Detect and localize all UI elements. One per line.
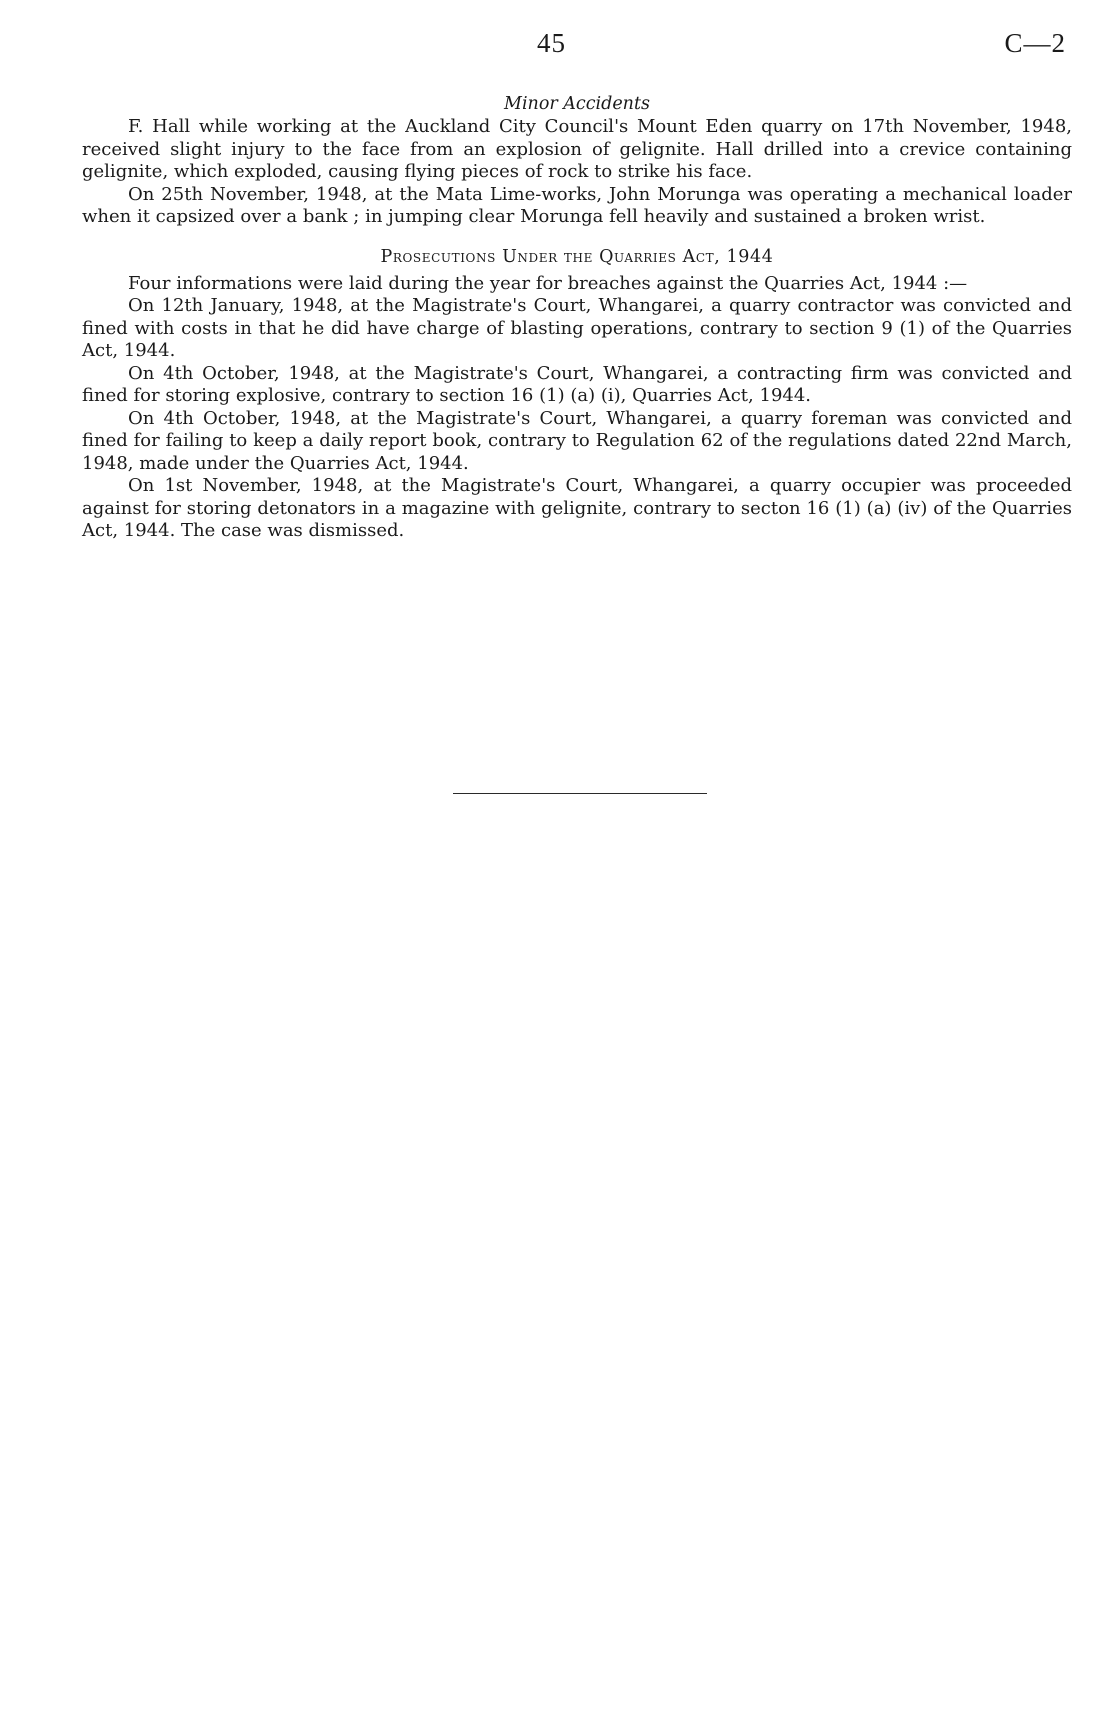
- accident-paragraph: On 25th November, 1948, at the Mata Lime-works, John Morunga was operating a mechanical loader when it capsized over a bank ; in jumping clear Morunga fell heavily and sustained a broken wrist.: [82, 183, 1072, 227]
- minor-accidents-section: [82, 92, 1072, 229]
- prosecutions-heading: Prosecutions Under the Quarries Act, 1944: [380, 246, 774, 267]
- closing-rule-divider: [453, 793, 707, 794]
- page-number: 45: [537, 28, 566, 58]
- accident-paragraph: F. Hall while working at the Auckland City Council's Mount Eden quarry on 17th November, 1948, received slight injury to the face from an explosion of gelignite. Hall drilled into a crevice containing gelignite, which exploded, causing flying pieces of rock to strike his face.: [82, 116, 1072, 182]
- prosecution-paragraph: On 12th January, 1948, at the Magistrate's Court, Whangarei, a quarry contractor was convicted and fined with costs in that he did have charge of blasting operations, contrary to section 9 (1) of the Quarries Act, 1944.: [82, 295, 1072, 361]
- page-content: [82, 92, 1072, 543]
- prosecution-paragraph: Four informations were laid during the year for breaches against the Quarries Act, 1944 :—: [128, 272, 968, 294]
- prosecutions-section: [82, 245, 1072, 543]
- page-header: [0, 28, 1114, 68]
- prosecution-paragraph: On 4th October, 1948, at the Magistrate's Court, Whangarei, a quarry foreman was convicted and fined for failing to keep a daily report book, contrary to Regulation 62 of the regulations dated 22nd March, 1948, made under the Quarries Act, 1944.: [82, 407, 1072, 474]
- document-code: C—2: [1004, 28, 1066, 58]
- prosecution-paragraph: On 4th October, 1948, at the Magistrate's Court, Whangarei, a contracting firm was convicted and fined for storing explosive, contrary to section 16 (1) (a) (i), Quarries Act, 1944.: [82, 362, 1072, 406]
- prosecution-paragraph: On 1st November, 1948, at the Magistrate's Court, Whangarei, a quarry occupier was proceeded against for storing detonators in a magazine with gelignite, contrary to secton 16 (1) (a) (iv) of the Quarries Act, 1944. The case was dismissed.: [82, 475, 1072, 541]
- minor-accidents-heading: Minor Accidents: [504, 94, 650, 114]
